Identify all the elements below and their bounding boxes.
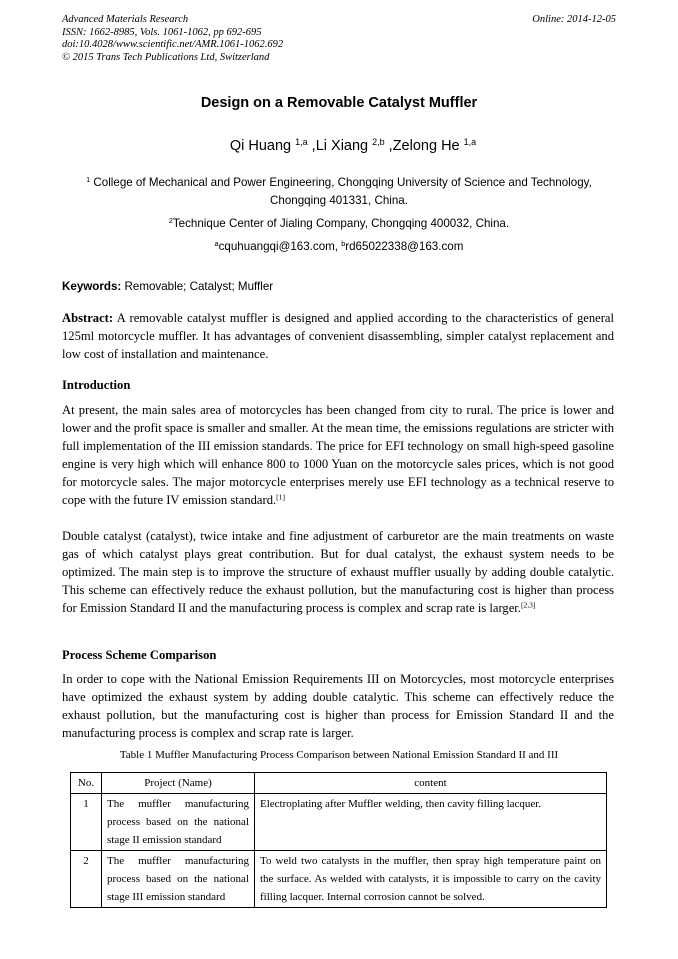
column-header: content	[255, 773, 607, 794]
intro-paragraph-1: At present, the main sales area of motorcycles has been changed from city to rural. The price is lower and lower and the profit space is smaller and smaller. At the mean time, the emissions regulations are stricter with full implementation of the III emission standards. The price for EFI technology on small high-speed gasoline engine is very high which will enhance 800 to 1000 Yuan on the motorcycle sales prices, which is not good for motorcycle sales. The major motorcycle enterprises merely use EFI technology as a technical reserve to cope with the future IV emission standard.[1]	[62, 403, 614, 507]
intro-paragraph-2: Double catalyst (catalyst), twice intake and fine adjustment of carburetor are the main treatments on waste gas of which catalyst plays great contribution. But for dual catalyst, the exhaust system needs to be optimized. The main step is to improve the structure of exhaust muffler usually by adding double catalytic. This scheme can effectively reduce the exhaust pollution, but the manufacturing cost is higher than process for Emission Standard II and the manufacturing process is complex and scrap rate is larger.[2,3]	[62, 529, 614, 615]
journal-name: Advanced Materials Research	[62, 14, 189, 25]
journal-copyright: © 2015 Trans Tech Publications Ltd, Switzerland	[62, 51, 270, 63]
section-heading-process: Process Scheme Comparison	[62, 648, 217, 662]
table-caption: Table 1 Muffler Manufacturing Process Comparison between National Emission Standard II and III	[119, 749, 559, 761]
author: Qi Huang $^{1,a}$	[229, 137, 308, 154]
table-cell: The muffler manufacturing process based on the national stage III emission standard	[102, 851, 255, 908]
author: Zelong He $^{1,a}$	[392, 137, 477, 154]
abstract-label: Abstract:	[62, 311, 114, 325]
journal-header	[62, 14, 616, 64]
comparison-table	[70, 772, 607, 908]
citation: [1]	[276, 492, 285, 501]
keywords: Keywords: Removable; Catalyst; Muffler	[62, 280, 274, 293]
column-header: No.	[71, 773, 102, 794]
journal-issn: ISSN: 1662-8985, Vols. 1061-1062, pp 692-695	[62, 26, 262, 38]
author-emails: $^a$cquhuangqi@163.com, $^b$rd65022338@163.com	[214, 239, 464, 253]
table-cell: 2	[71, 851, 102, 908]
table-cell: Electroplating after Muffler welding, then cavity filling lacquer.	[255, 794, 607, 851]
online-date: Online: 2014-12-05	[532, 14, 616, 25]
column-header: Project (Name)	[102, 773, 255, 794]
table-row	[71, 851, 607, 908]
author: Li Xiang $^{2,b}$	[315, 137, 385, 154]
section-heading-introduction: Introduction	[62, 378, 131, 392]
keywords-label: Keywords:	[62, 280, 122, 293]
table-cell: The muffler manufacturing process based on the national stage II emission standard	[102, 794, 255, 851]
journal-doi: doi:10.4028/www.scientific.net/AMR.1061-1062.692	[62, 39, 284, 50]
paper-title: Design on a Removable Catalyst Muffler	[200, 95, 478, 111]
table-cell: 1	[71, 794, 102, 851]
author-list: Qi Huang $^{1,a}$ ,Li Xiang $^{2,b}$ ,Zelong He $^{1,a}$	[229, 137, 477, 154]
table-row	[71, 794, 607, 851]
affiliation-2: $^2$Technique Center of Jialing Company, Chongqing 400032, China.	[168, 216, 510, 230]
citation: [2,3]	[520, 600, 536, 610]
process-paragraph-1: In order to cope with the National Emission Requirements III on Motorcycles, most motorcycle enterprises have optimized the exhaust system by adding double catalytic. This scheme can effectively reduce the exhaust pollution, but the manufacturing cost is higher than process for Emission Standard II and the manufacturing process is complex and scrap rate is larger.	[62, 672, 614, 740]
table-header-row	[71, 773, 607, 794]
table-cell: To weld two catalysts in the muffler, then spray high temperature paint on the surface. As welded with catalysts, it is impossible to carry on the cavity filling lacquer. Internal corrosion cannot be solved.	[255, 851, 607, 908]
affiliation-1: $^1$ College of Mechanical and Power Engineering, Chongqing University of Science and Technology, Chongqing 401331, China.	[86, 175, 592, 207]
abstract: Abstract: A removable catalyst muffler is designed and applied according to the characteristics of general 125ml motorcycle muffler. It has advantages of convenient disassembling, simpler catalyst replacement and low cost of installation and maintenance.	[62, 311, 614, 361]
